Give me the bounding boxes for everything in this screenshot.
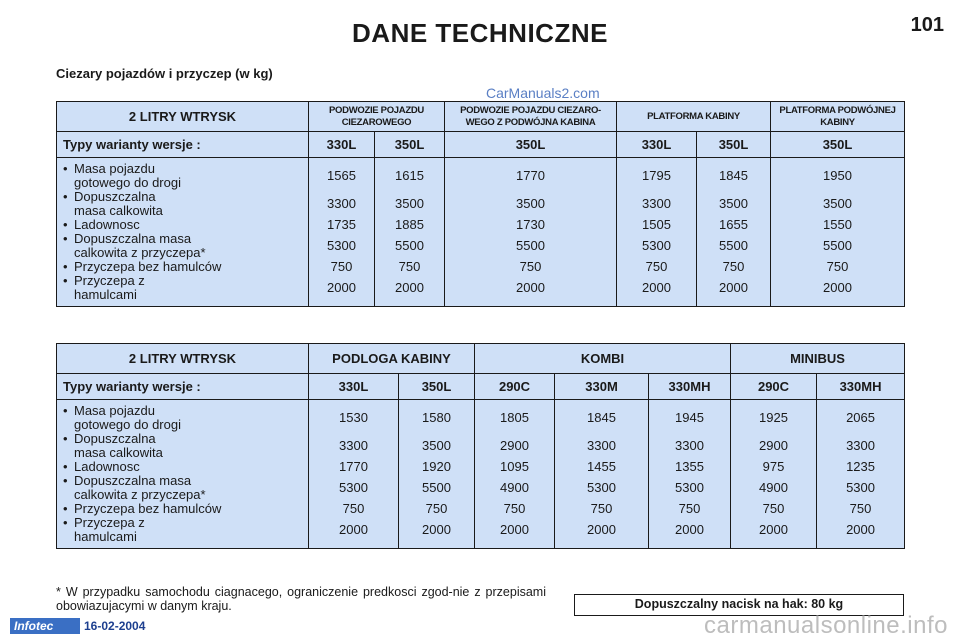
row-label-line: calkowita z przyczepa* bbox=[74, 245, 206, 260]
table-cell: 1805 bbox=[475, 400, 555, 433]
table-cell: 2000 bbox=[697, 274, 771, 307]
table-cell: 3300 bbox=[649, 432, 731, 460]
table-body bbox=[57, 158, 905, 307]
table-cell: 2000 bbox=[731, 516, 817, 549]
footer-date: 16-02-2004 bbox=[84, 619, 146, 633]
table-cell: 2000 bbox=[375, 274, 445, 307]
model-header: 350L bbox=[771, 132, 905, 158]
table-cell: 2000 bbox=[309, 274, 375, 307]
model-header: 330M bbox=[555, 374, 649, 400]
bullet-icon: • bbox=[63, 431, 68, 446]
table-cell: 3300 bbox=[309, 190, 375, 218]
row-label-line: Przyczepa bez hamulców bbox=[74, 501, 222, 516]
bullet-icon: • bbox=[63, 161, 68, 176]
table-cell: 5500 bbox=[697, 232, 771, 260]
row-label-line: Dopuszczalna masa bbox=[74, 231, 192, 246]
table-header-models bbox=[57, 132, 905, 158]
table-cell: 5500 bbox=[445, 232, 617, 260]
column-group-header: PODWOZIE POJAZDU CIEZARO-WEGO Z PODWÓJNA KABINA bbox=[445, 102, 617, 132]
engine-header: 2 LITRY WTRYSK bbox=[57, 102, 309, 132]
row-label bbox=[57, 400, 309, 433]
column-group-header: KOMBI bbox=[475, 344, 731, 374]
table-cell: 2000 bbox=[555, 516, 649, 549]
row-label bbox=[57, 190, 309, 218]
row-label-line: Ladownosc bbox=[74, 217, 140, 232]
infotec-logo: Infotec bbox=[10, 618, 80, 634]
table-row bbox=[57, 190, 905, 218]
model-header: 330L bbox=[617, 132, 697, 158]
table-cell: 750 bbox=[731, 502, 817, 516]
model-header: 290C bbox=[731, 374, 817, 400]
table-cell: 1795 bbox=[617, 158, 697, 191]
footnote: * W przypadku samochodu ciagnacego, ograniczenie predkosci zgod-nie z przepisami obowiazujacymi w danym kraju. bbox=[56, 585, 546, 613]
table-row bbox=[57, 274, 905, 307]
bullet-icon: • bbox=[63, 403, 68, 418]
table-cell: 5500 bbox=[399, 474, 475, 502]
table-cell: 3500 bbox=[445, 190, 617, 218]
bullet-icon: • bbox=[63, 189, 68, 204]
page-number: 101 bbox=[910, 14, 944, 36]
model-header: 330L bbox=[309, 374, 399, 400]
table-cell: 750 bbox=[649, 502, 731, 516]
column-group-header: PODWOZIE POJAZDU CIEZAROWEGO bbox=[309, 102, 445, 132]
model-header: 350L bbox=[697, 132, 771, 158]
weights-table-1 bbox=[56, 101, 905, 307]
table-cell: 3300 bbox=[817, 432, 905, 460]
row-label-line: Przyczepa bez hamulców bbox=[74, 259, 222, 274]
row-label-line: Przyczepa z bbox=[74, 273, 145, 288]
table-cell: 750 bbox=[445, 260, 617, 274]
table-cell: 5300 bbox=[817, 474, 905, 502]
row-label-line: Dopuszczalna bbox=[74, 189, 156, 204]
row-label-line: hamulcami bbox=[74, 287, 137, 302]
model-header: 350L bbox=[399, 374, 475, 400]
row-label bbox=[57, 460, 309, 474]
weights-table-2 bbox=[56, 343, 905, 549]
table-cell: 750 bbox=[309, 502, 399, 516]
row-label-line: masa calkowita bbox=[74, 445, 163, 460]
table-cell: 1095 bbox=[475, 460, 555, 474]
table-cell: 2900 bbox=[475, 432, 555, 460]
table-row bbox=[57, 460, 905, 474]
table-cell: 1885 bbox=[375, 218, 445, 232]
table-cell: 2065 bbox=[817, 400, 905, 433]
watermark-link[interactable]: CarManuals2.com bbox=[486, 85, 600, 101]
row-label bbox=[57, 516, 309, 549]
bullet-icon: • bbox=[63, 273, 68, 288]
table-cell: 1945 bbox=[649, 400, 731, 433]
row-label bbox=[57, 260, 309, 274]
table-header-group bbox=[57, 344, 905, 374]
table-row bbox=[57, 432, 905, 460]
watermark-site: carmanualsonline.info bbox=[704, 612, 948, 639]
table-cell: 3500 bbox=[771, 190, 905, 218]
table-cell: 3500 bbox=[399, 432, 475, 460]
table-cell: 5300 bbox=[309, 474, 399, 502]
table-cell: 2000 bbox=[771, 274, 905, 307]
row-label-line: hamulcami bbox=[74, 529, 137, 544]
table-row bbox=[57, 516, 905, 549]
row-label bbox=[57, 432, 309, 460]
table-cell: 5500 bbox=[375, 232, 445, 260]
table-row bbox=[57, 474, 905, 502]
table-row bbox=[57, 232, 905, 260]
table-cell: 1355 bbox=[649, 460, 731, 474]
bullet-icon: • bbox=[63, 501, 68, 516]
table-cell: 1565 bbox=[309, 158, 375, 191]
table-cell: 750 bbox=[555, 502, 649, 516]
table-cell: 750 bbox=[309, 260, 375, 274]
table-cell: 2000 bbox=[475, 516, 555, 549]
table-cell: 5300 bbox=[309, 232, 375, 260]
table-row bbox=[57, 400, 905, 433]
row-label-line: Masa pojazdu bbox=[74, 403, 155, 418]
table-cell: 3300 bbox=[309, 432, 399, 460]
row-label-line: gotowego do drogi bbox=[74, 417, 181, 432]
page-title: DANE TECHNICZNE bbox=[352, 18, 608, 48]
table-cell: 4900 bbox=[731, 474, 817, 502]
model-header: 330MH bbox=[817, 374, 905, 400]
table-cell: 1925 bbox=[731, 400, 817, 433]
table-cell: 1505 bbox=[617, 218, 697, 232]
table-cell: 3300 bbox=[555, 432, 649, 460]
table-cell: 2000 bbox=[649, 516, 731, 549]
column-group-header: MINIBUS bbox=[731, 344, 905, 374]
table-cell: 4900 bbox=[475, 474, 555, 502]
bullet-icon: • bbox=[63, 515, 68, 530]
table-cell: 1735 bbox=[309, 218, 375, 232]
model-header: 290C bbox=[475, 374, 555, 400]
column-group-header: PODLOGA KABINY bbox=[309, 344, 475, 374]
row-label bbox=[57, 232, 309, 260]
table-row bbox=[57, 158, 905, 191]
table-cell: 750 bbox=[399, 502, 475, 516]
section-subtitle: Ciezary pojazdów i przyczep (w kg) bbox=[56, 66, 273, 81]
table-cell: 1845 bbox=[555, 400, 649, 433]
table-cell: 3500 bbox=[697, 190, 771, 218]
model-header: 350L bbox=[375, 132, 445, 158]
table-cell: 3500 bbox=[375, 190, 445, 218]
bullet-icon: • bbox=[63, 459, 68, 474]
table-cell: 5500 bbox=[771, 232, 905, 260]
model-header: 330MH bbox=[649, 374, 731, 400]
row-label bbox=[57, 474, 309, 502]
table-cell: 2000 bbox=[445, 274, 617, 307]
bullet-icon: • bbox=[63, 259, 68, 274]
table-cell: 5300 bbox=[617, 232, 697, 260]
row-label bbox=[57, 218, 309, 232]
table-cell: 750 bbox=[475, 502, 555, 516]
row-label-line: gotowego do drogi bbox=[74, 175, 181, 190]
bullet-icon: • bbox=[63, 473, 68, 488]
table-cell: 1730 bbox=[445, 218, 617, 232]
row-label-line: Przyczepa z bbox=[74, 515, 145, 530]
table-cell: 975 bbox=[731, 460, 817, 474]
model-header: 350L bbox=[445, 132, 617, 158]
table-cell: 1655 bbox=[697, 218, 771, 232]
variants-label: Typy warianty wersje : bbox=[57, 132, 309, 158]
table-cell: 2000 bbox=[309, 516, 399, 549]
table-cell: 750 bbox=[375, 260, 445, 274]
row-label bbox=[57, 274, 309, 307]
row-label-line: calkowita z przyczepa* bbox=[74, 487, 206, 502]
column-group-header: PLATFORMA PODWÓJNEJ KABINY bbox=[771, 102, 905, 132]
row-label-line: Dopuszczalna bbox=[74, 431, 156, 446]
variants-label: Typy warianty wersje : bbox=[57, 374, 309, 400]
table-cell: 5300 bbox=[555, 474, 649, 502]
row-label-line: Ladownosc bbox=[74, 459, 140, 474]
table-cell: 1235 bbox=[817, 460, 905, 474]
table-body bbox=[57, 400, 905, 549]
row-label-line: Masa pojazdu bbox=[74, 161, 155, 176]
bullet-icon: • bbox=[63, 217, 68, 232]
table-cell: 1580 bbox=[399, 400, 475, 433]
table-cell: 750 bbox=[817, 502, 905, 516]
table-cell: 1455 bbox=[555, 460, 649, 474]
table-row bbox=[57, 218, 905, 232]
table-header-models bbox=[57, 374, 905, 400]
table-cell: 750 bbox=[771, 260, 905, 274]
hitch-load-note: Dopuszczalny nacisk na hak: 80 kg bbox=[574, 594, 904, 616]
table-cell: 1920 bbox=[399, 460, 475, 474]
table-cell: 750 bbox=[697, 260, 771, 274]
table-cell: 1615 bbox=[375, 158, 445, 191]
engine-header: 2 LITRY WTRYSK bbox=[57, 344, 309, 374]
table-cell: 1845 bbox=[697, 158, 771, 191]
row-label-line: masa calkowita bbox=[74, 203, 163, 218]
row-label-line: Dopuszczalna masa bbox=[74, 473, 192, 488]
table-header-group bbox=[57, 102, 905, 132]
table-row bbox=[57, 260, 905, 274]
model-header: 330L bbox=[309, 132, 375, 158]
table-cell: 2900 bbox=[731, 432, 817, 460]
table-cell: 2000 bbox=[817, 516, 905, 549]
table-cell: 1530 bbox=[309, 400, 399, 433]
table-cell: 5300 bbox=[649, 474, 731, 502]
table-cell: 2000 bbox=[617, 274, 697, 307]
table-cell: 3300 bbox=[617, 190, 697, 218]
table-cell: 1770 bbox=[445, 158, 617, 191]
row-label bbox=[57, 158, 309, 191]
table-cell: 1950 bbox=[771, 158, 905, 191]
row-label bbox=[57, 502, 309, 516]
table-cell: 750 bbox=[617, 260, 697, 274]
bullet-icon: • bbox=[63, 231, 68, 246]
table-cell: 2000 bbox=[399, 516, 475, 549]
table-cell: 1550 bbox=[771, 218, 905, 232]
table-row bbox=[57, 502, 905, 516]
table-cell: 1770 bbox=[309, 460, 399, 474]
column-group-header: PLATFORMA KABINY bbox=[617, 102, 771, 132]
